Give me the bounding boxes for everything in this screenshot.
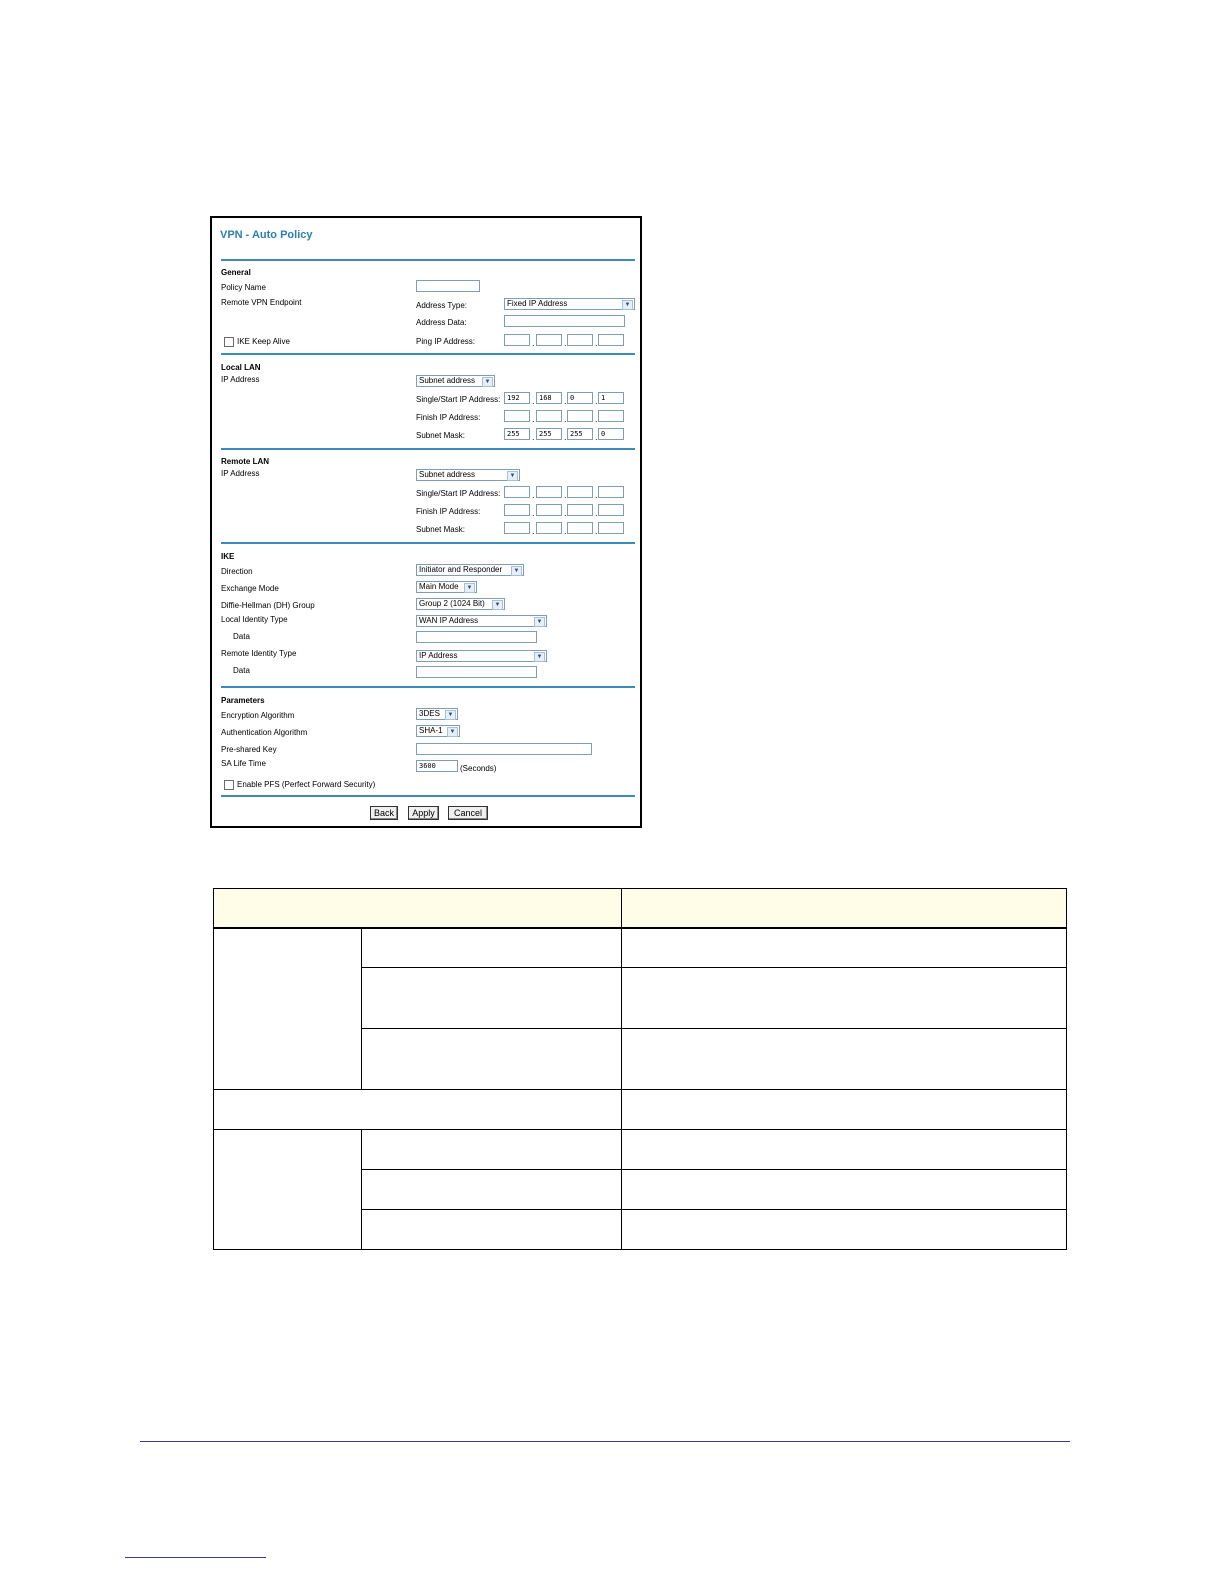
local-subnet-mask-label: Subnet Mask: — [416, 431, 465, 440]
table-row — [214, 1130, 1067, 1170]
ip-dot: . — [595, 490, 598, 500]
chevron-down-icon: ▼ — [445, 710, 456, 720]
local-start-octet-3[interactable]: 0 — [567, 392, 593, 404]
table-header-row — [214, 889, 1067, 928]
remote-start-octet-4[interactable] — [598, 486, 624, 498]
local-identity-value: WAN IP Address — [419, 616, 479, 625]
table-cell — [362, 928, 622, 968]
general-heading: General — [221, 268, 251, 277]
table-cell — [362, 1210, 622, 1250]
chevron-down-icon: ▼ — [464, 583, 475, 593]
table-cell — [362, 1029, 622, 1090]
remote-identity-select[interactable] — [416, 650, 547, 662]
ip-dot: . — [595, 508, 598, 518]
ike-heading: IKE — [221, 552, 235, 561]
chevron-down-icon: ▼ — [447, 727, 458, 737]
table-cell — [622, 1029, 1067, 1090]
direction-value: Initiator and Responder — [419, 565, 503, 574]
direction-select[interactable] — [416, 564, 524, 576]
ip-dot: . — [532, 432, 535, 442]
table-cell — [214, 1090, 622, 1130]
remote-finish-octet-2[interactable] — [536, 504, 562, 516]
table-cell — [214, 928, 362, 1090]
vpn-auto-policy-screenshot — [210, 216, 642, 828]
ip-dot: . — [564, 490, 567, 500]
remote-ip-address-label: IP Address — [221, 469, 260, 478]
local-finish-octet-3[interactable] — [567, 410, 593, 422]
local-mask-octet-2[interactable]: 255 — [536, 428, 562, 440]
dh-group-value: Group 2 (1024 Bit) — [419, 599, 485, 608]
dh-group-select[interactable] — [416, 598, 505, 610]
remote-endpoint-label: Remote VPN Endpoint — [221, 298, 302, 307]
policy-name-label: Policy Name — [221, 283, 266, 292]
ip-dot: . — [564, 338, 567, 348]
authentication-label: Authentication Algorithm — [221, 728, 308, 737]
ping-ip-octet-4[interactable] — [598, 334, 624, 346]
divider — [221, 259, 635, 261]
chevron-down-icon: ▼ — [482, 377, 493, 387]
local-mask-octet-1[interactable]: 255 — [504, 428, 530, 440]
remote-start-octet-3[interactable] — [567, 486, 593, 498]
local-identity-label: Local Identity Type — [221, 615, 288, 624]
divider — [221, 686, 635, 688]
divider — [221, 448, 635, 450]
sa-life-label: SA Life Time — [221, 759, 266, 768]
chevron-down-icon: ▼ — [507, 471, 518, 481]
local-data-label: Data — [233, 632, 250, 641]
ip-dot: . — [532, 490, 535, 500]
ip-dot: . — [564, 414, 567, 424]
remote-identity-label: Remote Identity Type — [221, 649, 297, 658]
ping-ip-label: Ping IP Address: — [416, 337, 475, 346]
address-data-label: Address Data: — [416, 318, 467, 327]
table-cell — [622, 1130, 1067, 1170]
ip-dot: . — [532, 414, 535, 424]
ip-dot: . — [564, 508, 567, 518]
page-title: VPN - Auto Policy — [220, 229, 313, 241]
address-data-input[interactable] — [504, 315, 625, 327]
remote-finish-octet-4[interactable] — [598, 504, 624, 516]
parameters-heading: Parameters — [221, 696, 265, 705]
direction-label: Direction — [221, 567, 253, 576]
ip-dot: . — [595, 414, 598, 424]
local-mask-octet-4[interactable]: 0 — [598, 428, 624, 440]
cancel-button[interactable]: Cancel — [448, 806, 488, 820]
ike-keep-alive-checkbox[interactable] — [224, 337, 234, 347]
table-cell — [622, 1090, 1067, 1130]
authentication-select[interactable] — [416, 725, 460, 737]
address-type-select[interactable] — [504, 298, 635, 310]
table-row — [214, 1090, 1067, 1130]
remote-finish-octet-3[interactable] — [567, 504, 593, 516]
divider — [221, 542, 635, 544]
table-cell — [362, 1130, 622, 1170]
apply-button[interactable]: Apply — [408, 806, 439, 820]
remote-mask-octet-4[interactable] — [598, 522, 624, 534]
local-identity-select[interactable] — [416, 615, 547, 627]
chevron-down-icon: ▼ — [511, 566, 522, 576]
authentication-value: SHA-1 — [419, 726, 443, 735]
local-ip-type-value: Subnet address — [419, 376, 476, 385]
local-finish-octet-1[interactable] — [504, 410, 530, 422]
encryption-value: 3DES — [419, 709, 440, 718]
local-start-octet-2[interactable]: 168 — [536, 392, 562, 404]
table-cell — [622, 968, 1067, 1029]
remote-data-label: Data — [233, 666, 250, 675]
ip-dot: . — [564, 432, 567, 442]
policy-name-input[interactable] — [416, 280, 480, 292]
remote-finish-ip-label: Finish IP Address: — [416, 507, 481, 516]
address-type-value: Fixed IP Address — [507, 299, 568, 308]
exchange-mode-select[interactable] — [416, 581, 477, 593]
table-cell — [622, 1170, 1067, 1210]
local-start-octet-4[interactable]: 1 — [598, 392, 624, 404]
remote-mask-octet-1[interactable] — [504, 522, 530, 534]
remote-start-ip-label: Single/Start IP Address: — [416, 489, 501, 498]
divider — [221, 795, 635, 797]
ip-dot: . — [595, 432, 598, 442]
divider — [221, 353, 635, 355]
chevron-down-icon: ▼ — [534, 617, 545, 627]
table-cell — [362, 968, 622, 1029]
chevron-down-icon: ▼ — [534, 652, 545, 662]
exchange-mode-value: Main Mode — [419, 582, 459, 591]
remote-ip-type-value: Subnet address — [419, 470, 476, 479]
table-cell — [622, 1210, 1067, 1250]
pfs-checkbox[interactable] — [224, 780, 234, 790]
footer-rule — [140, 1441, 1070, 1442]
local-data-input[interactable] — [416, 631, 537, 643]
back-button[interactable]: Back — [370, 806, 398, 820]
local-ip-type-select[interactable] — [416, 375, 495, 387]
psk-label: Pre-shared Key — [221, 745, 277, 754]
dh-group-label: Diffie-Hellman (DH) Group — [221, 601, 315, 610]
ip-dot: . — [564, 396, 567, 406]
remote-finish-octet-1[interactable] — [504, 504, 530, 516]
footer-link-underline — [125, 1557, 266, 1558]
ip-dot: . — [595, 526, 598, 536]
ip-dot: . — [532, 338, 535, 348]
local-mask-octet-3[interactable]: 255 — [567, 428, 593, 440]
ip-dot: . — [564, 526, 567, 536]
address-type-label: Address Type: — [416, 301, 467, 310]
table-header-cell — [214, 889, 622, 928]
encryption-label: Encryption Algorithm — [221, 711, 295, 720]
encryption-select[interactable] — [416, 708, 458, 720]
remote-mask-octet-2[interactable] — [536, 522, 562, 534]
sa-life-input[interactable]: 3600 — [416, 760, 458, 772]
ping-ip-octet-2[interactable] — [536, 334, 562, 346]
local-finish-octet-4[interactable] — [598, 410, 624, 422]
chevron-down-icon: ▼ — [622, 300, 633, 310]
remote-data-input[interactable] — [416, 666, 537, 678]
remote-subnet-mask-label: Subnet Mask: — [416, 525, 465, 534]
remote-start-octet-2[interactable] — [536, 486, 562, 498]
ping-ip-octet-3[interactable] — [567, 334, 593, 346]
remote-start-octet-1[interactable] — [504, 486, 530, 498]
local-start-ip-label: Single/Start IP Address: — [416, 395, 501, 404]
table-cell — [362, 1170, 622, 1210]
table-cell — [214, 1130, 362, 1250]
ip-dot: . — [532, 508, 535, 518]
psk-input[interactable] — [416, 743, 592, 755]
pfs-label: Enable PFS (Perfect Forward Security) — [237, 780, 376, 789]
remote-lan-heading: Remote LAN — [221, 457, 270, 466]
local-lan-heading: Local LAN — [221, 363, 261, 372]
local-start-octet-1[interactable]: 192 — [504, 392, 530, 404]
sa-life-unit: (Seconds) — [460, 764, 497, 773]
table-cell — [622, 928, 1067, 968]
ike-keep-alive-label: IKE Keep Alive — [237, 337, 290, 346]
ip-dot: . — [532, 396, 535, 406]
local-ip-address-label: IP Address — [221, 375, 260, 384]
local-finish-octet-2[interactable] — [536, 410, 562, 422]
ip-dot: . — [595, 396, 598, 406]
settings-table — [213, 888, 1067, 1250]
remote-ip-type-select[interactable] — [416, 469, 520, 481]
remote-identity-value: IP Address — [419, 651, 458, 660]
exchange-mode-label: Exchange Mode — [221, 584, 279, 593]
table-row — [214, 928, 1067, 968]
ping-ip-octet-1[interactable] — [504, 334, 530, 346]
table-header-cell — [622, 889, 1067, 928]
ip-dot: . — [532, 526, 535, 536]
ip-dot: . — [595, 338, 598, 348]
local-finish-ip-label: Finish IP Address: — [416, 413, 481, 422]
chevron-down-icon: ▼ — [492, 600, 503, 610]
remote-mask-octet-3[interactable] — [567, 522, 593, 534]
